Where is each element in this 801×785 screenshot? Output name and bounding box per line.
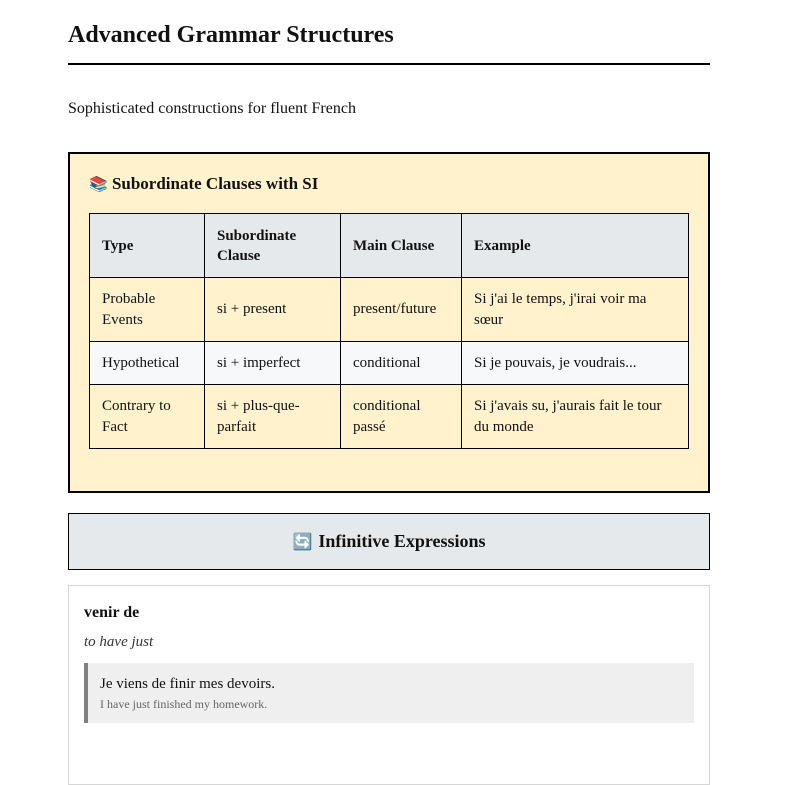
cycle-arrows-icon: 🔄 [292,532,313,551]
column-header-type: Type [90,214,205,278]
cell-main: present/future [341,278,462,342]
cell-example: Si je pouvais, je voudrais... [462,342,689,385]
cell-type: Probable Events [90,278,205,342]
example-quote [84,663,694,723]
example-french: Je viens de finir mes devoirs. [100,676,275,692]
column-header-subordinate: Subordinate Clause [205,214,341,278]
cell-main: conditional passé [341,385,462,449]
cell-type: Hypothetical [90,342,205,385]
si-clauses-section [68,152,710,493]
column-header-main: Main Clause [341,214,462,278]
column-header-example: Example [462,214,689,278]
cell-main: conditional [341,342,462,385]
page-subtitle: Sophisticated constructions for fluent French [68,100,356,117]
si-section-title [89,174,688,194]
cell-subordinate: si + imperfect [205,342,341,385]
books-icon: 📚 [89,175,108,193]
page-title: Advanced Grammar Structures [68,0,710,65]
cell-example: Si j'ai le temps, j'irai voir ma sœur [462,278,689,342]
example-translation: I have just finished my homework. [100,697,268,711]
table-row [90,278,689,342]
table-row [90,342,689,385]
cell-subordinate: si + plus-que-parfait [205,385,341,449]
expression-card [68,585,710,785]
table-row [90,385,689,449]
cell-subordinate: si + present [205,278,341,342]
cell-example: Si j'avais su, j'aurais fait le tour du monde [462,385,689,449]
cell-type: Contrary to Fact [90,385,205,449]
infinitive-section-title: Infinitive Expressions [318,531,486,551]
page [68,0,710,785]
expression-term: venir de [84,604,140,621]
expression-meaning: to have just [84,634,154,650]
si-section-title-text: Subordinate Clauses with SI [111,174,319,193]
si-clauses-table [89,213,689,449]
infinitive-section-header [68,513,710,570]
table-header-row [90,214,689,278]
